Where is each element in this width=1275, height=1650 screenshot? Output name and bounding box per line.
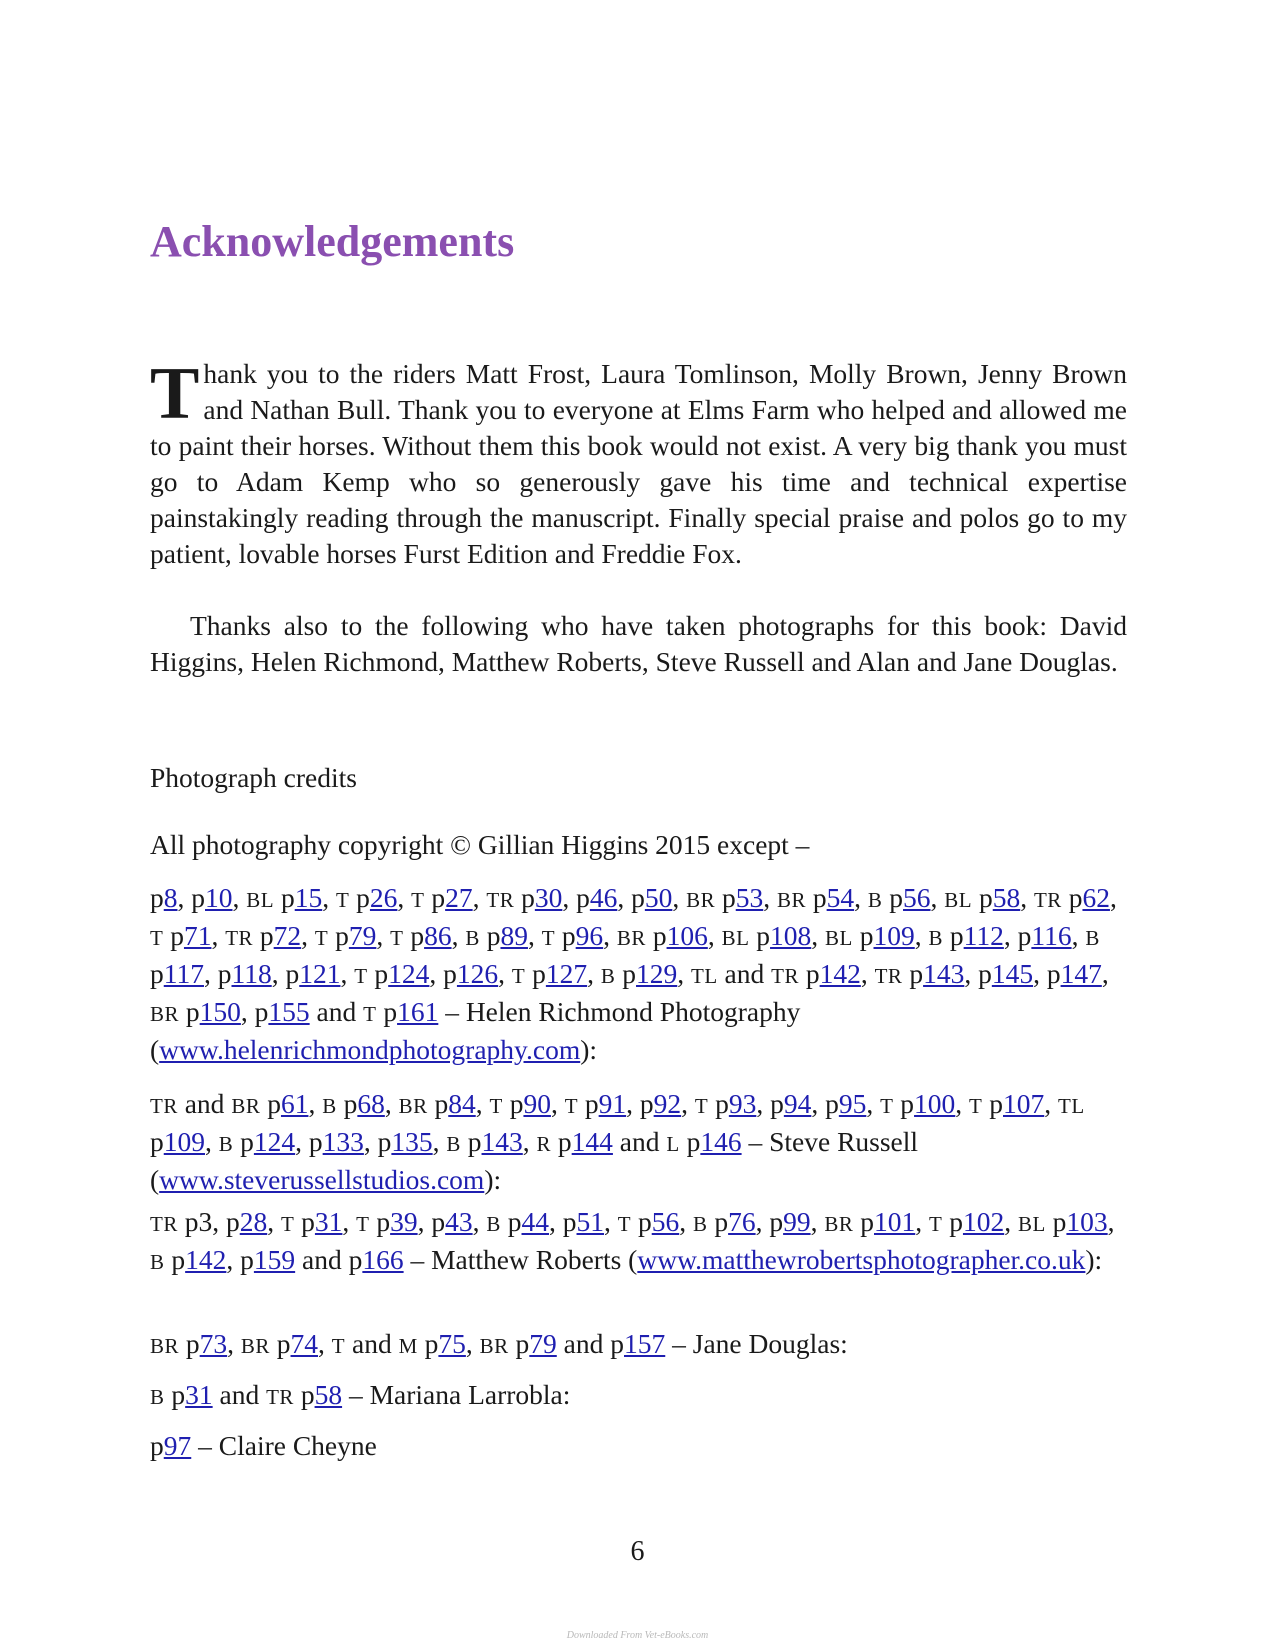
position-code: BL — [721, 926, 750, 950]
position-code: B — [1085, 926, 1100, 950]
page-link[interactable]: 53 — [735, 882, 764, 913]
page-link[interactable]: 46 — [589, 882, 618, 913]
position-code: T — [969, 1094, 983, 1118]
page-link[interactable]: 143 — [481, 1126, 523, 1157]
position-code: T — [541, 926, 556, 950]
page-link[interactable]: 72 — [273, 920, 302, 951]
page-link[interactable]: 127 — [545, 958, 588, 989]
position-code: BL — [246, 888, 275, 912]
credit-name: Mariana Larrobla: — [369, 1379, 571, 1410]
position-code: BL — [1017, 1212, 1046, 1236]
position-code: BR — [776, 888, 806, 912]
position-code: BL — [825, 926, 853, 950]
position-code: T — [694, 1094, 709, 1118]
position-code: T — [564, 1094, 579, 1118]
position-code: B — [322, 1094, 337, 1118]
page-link[interactable]: 90 — [523, 1088, 551, 1119]
position-code: TR — [225, 926, 254, 950]
page-link[interactable]: 96 — [575, 920, 604, 951]
page-link[interactable]: 91 — [598, 1088, 627, 1119]
page-link[interactable]: 71 — [183, 920, 212, 951]
position-code: TR — [150, 1212, 178, 1236]
watermark: Downloaded From Vet-eBooks.com — [566, 1630, 709, 1641]
website-link[interactable]: www.matthewrobertsphotographer.co.uk — [637, 1244, 1086, 1275]
position-code: T — [150, 926, 164, 950]
position-code: B — [928, 926, 944, 950]
position-code: T — [390, 926, 404, 950]
copyright-notice: All photography copyright © Gillian Higgins 2015 except – — [150, 829, 810, 860]
position-code: T — [280, 1212, 295, 1236]
page-link[interactable]: 79 — [529, 1328, 557, 1359]
position-code: TR — [1033, 888, 1062, 912]
position-code: B — [600, 964, 616, 988]
position-code: TR — [771, 964, 799, 988]
position-code: R — [536, 1132, 552, 1156]
page-link[interactable]: 100 — [914, 1088, 956, 1119]
position-code: TR — [266, 1385, 294, 1409]
page-link[interactable]: 145 — [991, 958, 1034, 989]
credit-block-matthew-roberts: TR p3, p28, T p31, T p39, p43, B p44, p51, T p56, B p76, p99, BR p101, T p102, BL p103, B p142, p159 and p166 – Matthew Roberts (www.matthewrobertsphotographer.co.uk): — [150, 1206, 1115, 1275]
position-code: BR — [150, 1002, 180, 1026]
page-link[interactable]: 95 — [838, 1088, 867, 1119]
position-code: B — [465, 926, 480, 950]
page-link[interactable]: 8 — [163, 882, 178, 913]
position-code: T — [354, 964, 368, 988]
credit-name: Helen Richmond Photography — [465, 996, 801, 1027]
page-link[interactable]: 51 — [576, 1206, 605, 1237]
page-link[interactable]: 54 — [826, 882, 855, 913]
page-link[interactable]: 44 — [521, 1206, 550, 1237]
page-link[interactable]: 143 — [923, 958, 965, 989]
page-link[interactable]: 79 — [348, 920, 377, 951]
position-code: T — [356, 1212, 370, 1236]
website-link[interactable]: www.helenrichmondphotography.com — [159, 1034, 581, 1065]
position-code: T — [411, 888, 425, 912]
page-link[interactable]: 126 — [456, 958, 499, 989]
page-link[interactable]: 142 — [185, 1244, 227, 1275]
page-link[interactable]: 118 — [231, 958, 272, 989]
position-code: TR — [486, 888, 515, 912]
intro-paragraph — [150, 353, 1127, 572]
position-code: B — [150, 1385, 165, 1409]
credit-name: Steve Russell — [769, 1126, 919, 1157]
credit-name: Claire Cheyne — [218, 1430, 377, 1461]
page-link[interactable]: 10 — [205, 882, 233, 913]
page-link[interactable]: 97 — [163, 1430, 192, 1461]
page-link[interactable]: 30 — [534, 882, 563, 913]
position-code: BR — [240, 1334, 270, 1358]
position-code: BR — [616, 926, 646, 950]
page-link[interactable]: 89 — [500, 920, 528, 951]
position-code: B — [486, 1212, 501, 1236]
page-ref: 3 — [198, 1206, 213, 1237]
page-link[interactable]: 161 — [397, 996, 439, 1027]
position-code: T — [363, 1002, 377, 1026]
position-code: B — [446, 1132, 461, 1156]
page-link[interactable]: 92 — [653, 1088, 682, 1119]
page-link[interactable]: 27 — [445, 882, 473, 913]
page-link[interactable]: 102 — [962, 1206, 1005, 1237]
page-link[interactable]: 103 — [1066, 1206, 1108, 1237]
page-link[interactable]: 108 — [770, 920, 812, 951]
page-link[interactable]: 124 — [253, 1126, 296, 1157]
page-link[interactable]: 26 — [369, 882, 398, 913]
page-link[interactable]: 166 — [362, 1244, 404, 1275]
position-code: B — [692, 1212, 708, 1236]
thanks-paragraph: Thanks also to the following who have taken photographs for this book: David Higgins, Helen Richmond, Matthew Roberts, Steve Russell and Alan and Jane Douglas. — [150, 610, 1127, 677]
page-link[interactable]: 86 — [424, 920, 452, 951]
page-link[interactable]: 112 — [963, 920, 1004, 951]
page-link[interactable]: 73 — [199, 1328, 228, 1359]
page-link[interactable]: 58 — [992, 882, 1021, 913]
position-code: T — [331, 1334, 346, 1358]
credit-block-mariana-larrobla: B p31 and TR p58 – Mariana Larrobla: — [150, 1379, 571, 1410]
page-link[interactable]: 142 — [819, 958, 861, 989]
page-link[interactable]: 84 — [448, 1088, 476, 1119]
page-number: 6 — [630, 1536, 645, 1567]
position-code: T — [314, 926, 329, 950]
page-link[interactable]: 15 — [294, 882, 323, 913]
page-link[interactable]: 62 — [1082, 882, 1110, 913]
page-link[interactable]: 116 — [1031, 920, 1072, 951]
credit-block-claire-cheyne: p97 – Claire Cheyne — [150, 1430, 377, 1461]
page-link[interactable]: 159 — [253, 1244, 296, 1275]
page-link[interactable]: 50 — [644, 882, 673, 913]
page-link[interactable]: 61 — [280, 1088, 309, 1119]
page-link[interactable]: 74 — [290, 1328, 319, 1359]
page-link[interactable]: 58 — [314, 1379, 343, 1410]
page-link[interactable]: 99 — [783, 1206, 811, 1237]
page-link[interactable]: 94 — [783, 1088, 812, 1119]
page-link[interactable]: 144 — [571, 1126, 613, 1157]
drop-cap: T — [150, 353, 200, 435]
page-link[interactable]: 68 — [357, 1088, 385, 1119]
position-code: T — [880, 1094, 894, 1118]
page-link[interactable]: 124 — [388, 958, 430, 989]
credit-block-helen-richmond: p8, p10, BL p15, T p26, T p27, TR p30, p46, p50, BR p53, BR p54, B p56, BL p58, TR p62, T p71, TR p72, T p79, T p86, B p89, T p96, BR p106, BL p108, BL p109, B p112, p116, B p117, p118, p121, T p124, p126, T p127, B p129, TL and TR p142, TR p143, p145, p147, BR p150, p155 and T p161 – Helen Richmond Photography (www.helenrichmondphotography.com): — [150, 882, 1117, 1065]
page-link[interactable]: 117 — [163, 958, 204, 989]
page-link[interactable]: 101 — [874, 1206, 916, 1237]
page-heading: Acknowledgements — [150, 217, 515, 266]
page-link[interactable]: 147 — [1060, 958, 1102, 989]
position-code: BR — [150, 1334, 180, 1358]
page-link[interactable]: 43 — [445, 1206, 473, 1237]
position-code: TL — [1058, 1094, 1085, 1118]
page-link[interactable]: 31 — [314, 1206, 343, 1237]
position-code: TR — [874, 964, 903, 988]
position-code: BR — [231, 1094, 261, 1118]
position-code: B — [150, 1250, 165, 1274]
intro-text: hank you to the riders Matt Frost, Laura Tomlinson, Molly Brown, Jenny Brown and Nathan Bull. Thank you to everyone at Elms Farm who helped and allowed me to paint their horses. Without them this book would not exist. A very big thank you must go to Adam Kemp who so generously gave his time and technical expertise painstakingly reading through the manuscript. Finally special praise and polos go to my patient, lovable horses Furst Edition and Freddie Fox. — [150, 358, 1127, 569]
credit-block-jane-douglas: BR p73, BR p74, T and M p75, BR p79 and p157 – Jane Douglas: — [150, 1328, 848, 1359]
position-code: T — [511, 964, 526, 988]
page-link[interactable]: 129 — [636, 958, 678, 989]
page-link[interactable]: 75 — [438, 1328, 466, 1359]
position-code: TL — [691, 964, 718, 988]
position-code: BR — [686, 888, 716, 912]
position-code: B — [218, 1132, 234, 1156]
page-link[interactable]: 109 — [163, 1126, 205, 1157]
position-code: T — [489, 1094, 503, 1118]
page-link[interactable]: 121 — [299, 958, 341, 989]
page-link[interactable]: 93 — [728, 1088, 757, 1119]
page-link[interactable]: 106 — [666, 920, 708, 951]
credit-name: Matthew Roberts — [431, 1244, 622, 1275]
position-code: L — [666, 1132, 680, 1156]
page-link[interactable]: 109 — [873, 920, 915, 951]
page-link[interactable]: 133 — [322, 1126, 364, 1157]
page-link[interactable]: 56 — [903, 882, 931, 913]
page-link[interactable]: 28 — [239, 1206, 268, 1237]
page-link[interactable]: 146 — [700, 1126, 742, 1157]
credit-name: Jane Douglas: — [692, 1328, 848, 1359]
position-code: M — [398, 1334, 418, 1358]
page-link[interactable]: 31 — [185, 1379, 213, 1410]
position-code: BL — [944, 888, 973, 912]
credits-heading: Photograph credits — [150, 762, 357, 793]
page-link[interactable]: 107 — [1003, 1088, 1045, 1119]
position-code: BR — [824, 1212, 854, 1236]
position-code: B — [867, 888, 883, 912]
page-link[interactable]: 135 — [391, 1126, 433, 1157]
position-code: T — [617, 1212, 632, 1236]
credit-block-steve-russell: TR and BR p61, B p68, BR p84, T p90, T p91, p92, T p93, p94, p95, T p100, T p107, TL p109, B p124, p133, p135, B p143, R p144 and L p146 – Steve Russell (www.steverussellstudios.com): — [150, 1088, 1085, 1195]
position-code: BR — [479, 1334, 509, 1358]
position-code: T — [335, 888, 350, 912]
page-link[interactable]: 76 — [728, 1206, 756, 1237]
page-link[interactable]: 39 — [390, 1206, 418, 1237]
position-code: BR — [398, 1094, 428, 1118]
page-link[interactable]: 150 — [199, 996, 241, 1027]
position-code: TR — [150, 1094, 178, 1118]
website-link[interactable]: www.steverussellstudios.com — [159, 1164, 485, 1195]
page-link[interactable]: 155 — [268, 996, 310, 1027]
page-link[interactable]: 56 — [651, 1206, 680, 1237]
position-code: T — [929, 1212, 943, 1236]
page-link[interactable]: 157 — [624, 1328, 666, 1359]
